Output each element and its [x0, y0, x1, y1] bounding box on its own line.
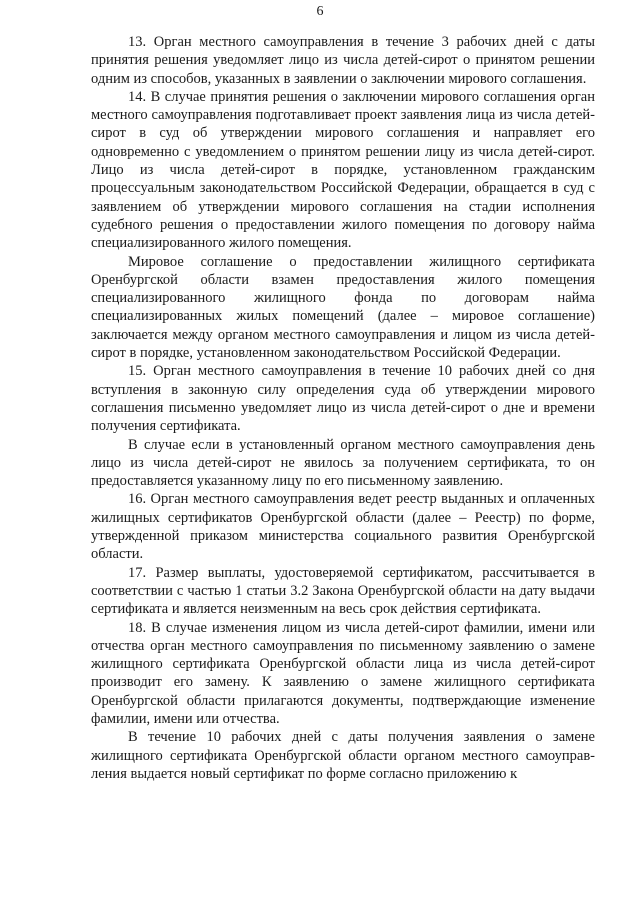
paragraph-15: 15. Орган местного самоуправления в течение 10 рабочих дней со дня вступления в законную силу определения суда об утверждении мирового соглашения письменно уведомляет лицо из числа детей-сирот о дне и времени получения сертификата. [91, 363, 595, 435]
document-body [91, 33, 595, 783]
paragraph-settlement-definition: Мировое соглашение о предоставлении жилищного сертификата Оренбургской области взамен предоставления жилого помещения специализированного жилищного фонда по договорам найма специализированных жилых помещений (далее – мировое соглашение) заключается между органом местного самоуправления и лицом из числа детей-сирот в порядке, установленном законодательством Российской Федерации. [91, 253, 595, 362]
paragraph-15-continued: В случае если в установленный органом местного самоуправления день лицо из числа детей-сирот не явилось за получением сертификата, то он предоставляется указанному лицу по его письменному заявлению. [91, 436, 595, 490]
paragraph-13: 13. Орган местного самоуправления в течение 3 рабочих дней с даты принятия решения уведомляет лицо из числа детей-сирот о принятом решении одним из способов, указанных в заявлении о заключении мирового соглашения. [91, 34, 595, 87]
page-number: 6 [316, 4, 324, 19]
paragraph-17: 17. Размер выплаты, удостоверяемой сертификатом, рассчитывается в соответствии с частью 1 статьи 3.2 Закона Оренбургской области на дату выдачи сертификата и является неизменным на весь срок действия сертификата. [91, 564, 595, 618]
paragraph-18: 18. В случае изменения лицом из числа детей-сирот фамилии, имени или отчества орган местного самоуправления по письменному заявлению о замене жилищного сертификата Оренбургской области лица из числа детей-сирот производит его замену. К заявлению о замене жилищного сертификата Оренбургской области прилагаются документы, подтверждающие изменение фамилии, имени или отчества. [91, 619, 595, 727]
paragraph-16: 16. Орган местного самоуправления ведет реестр выданных и оплаченных жилищных сертификатов Оренбургской области (далее – Реестр) по форме, утвержденной приказом министерства социального развития Оренбургской области. [91, 491, 595, 563]
paragraph-14: 14. В случае принятия решения о заключении мирового соглашения орган местного самоуправления подготавливает проект заявления лица из числа детей-сирот в суд об утверждении мирового соглашения и направляет его одновременно с уведомлением о принятом решении лицу из числа детей-сирот. Лицо из числа детей-сирот в порядке, установленном гражданским процессуальным законодательством Российской Федерации, обращается в суд с заявлением об утверждении мирового соглашения на стадии исполнения судебного решения о предоставлении жилого помещения по договору найма специализированного жилого помещения. [91, 88, 595, 252]
paragraph-18-continued: В течение 10 рабочих дней с даты получения заявления о замене жилищного сертификата Оренбургской области органом местного самоуправ-ления выдается новый сертификат по форме согласно приложению к [91, 729, 595, 782]
